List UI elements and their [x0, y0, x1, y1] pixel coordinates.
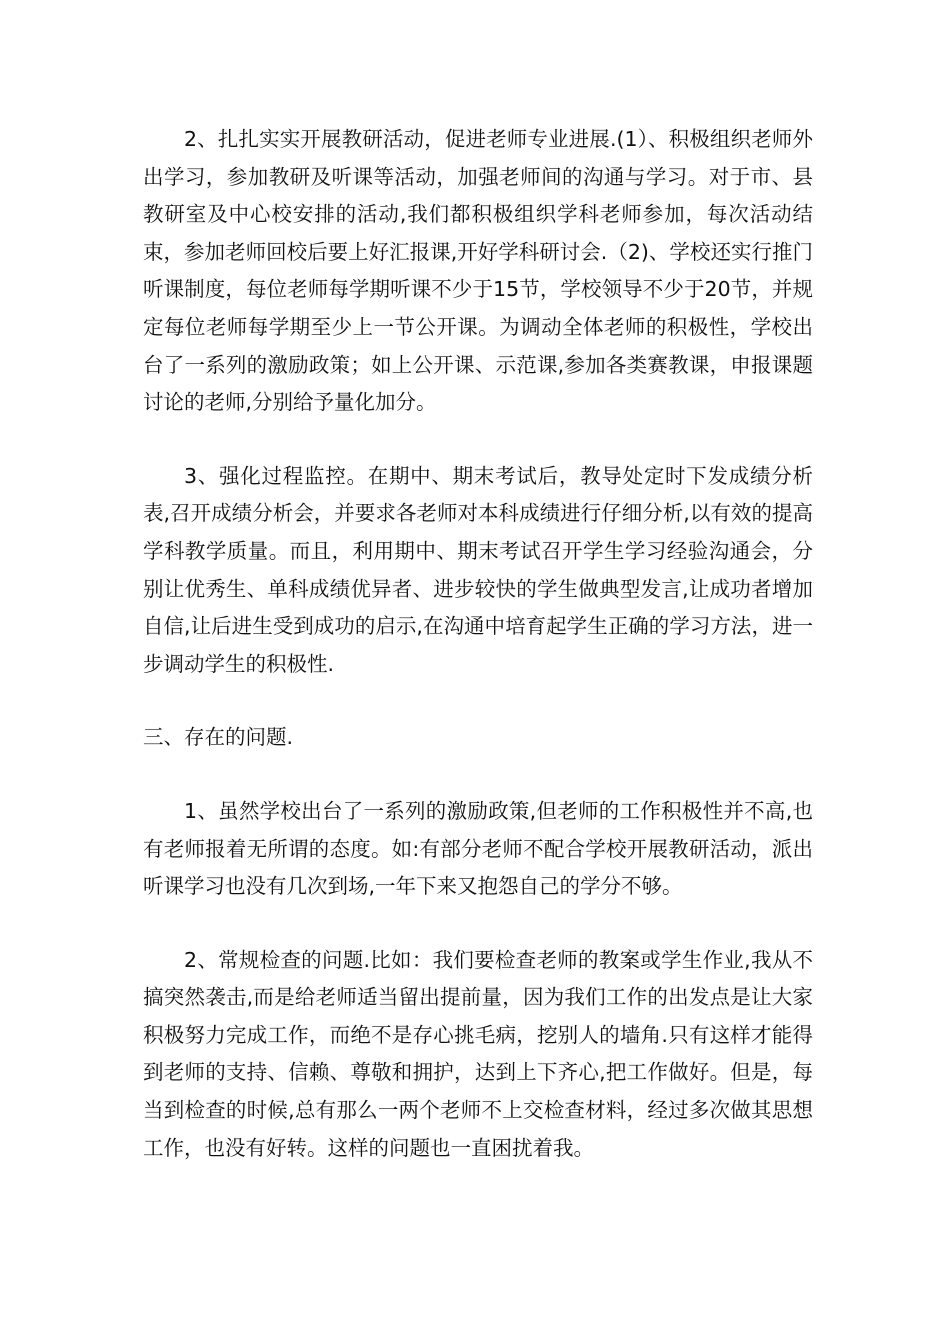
- paragraph-problem-2: 2、常规检查的问题.比如：我们要检查老师的教案或学生作业,我从不搞突然袭击,而是给老师适当留出提前量，因为我们工作的出发点是让大家积极努力完成工作，而绝不是存心挑毛病，挖别人的墙角.只有这样才能得到老师的支持、信赖、尊敬和拥护，达到上下齐心,把工作做好。但是，每当到检查的时候,总有那么一两个老师不上交检查材料，经过多次做其思想工作，也没有好转。这样的问题也一直困扰着我。: [143, 947, 813, 1160]
- paragraph-teaching-research: 2、扎扎实实开展教研活动，促进老师专业进展.(1）、积极组织老师外出学习，参加教研及听课等活动，加强老师间的沟通与学习。对于市、县教研室及中心校安排的活动,我们都积极组织学科老师参加，每次活动结束，参加老师回校后要上好汇报课,开好学科研讨会.（2)、学校还实行推门听课制度，每位老师每学期听课不少于15节，学校领导不少于20节，并规定每位老师每学期至少上一节公开课。为调动全体老师的积极性，学校出台了一系列的激励政策；如上公开课、示范课,参加各类赛教课，申报课题讨论的老师,分别给予量化加分。: [143, 127, 813, 415]
- paragraph-problem-1: 1、虽然学校出台了一系列的激励政策,但老师的工作积极性并不高,也有老师报着无所谓的态度。如:有部分老师不配合学校开展教研活动，派出听课学习也没有几次到场,一年下来又抱怨自己的学分不够。: [143, 798, 813, 899]
- paragraph-process-monitoring: 3、强化过程监控。在期中、期末考试后，教导处定时下发成绩分析表,召开成绩分析会，并要求各老师对本科成绩进行仔细分析,以有效的提高学科教学质量。而且，利用期中、期末考试召开学生学习经验沟通会，分别让优秀生、单科成绩优异者、进步较快的学生做典型发言,让成功者增加自信,让后进生受到成功的启示,在沟通中培育起学生正确的学习方法，进一步调动学生的积极性.: [143, 463, 813, 676]
- document-page: [143, 121, 813, 1203]
- section-heading-problems: 三、存在的问题.: [143, 725, 294, 750]
